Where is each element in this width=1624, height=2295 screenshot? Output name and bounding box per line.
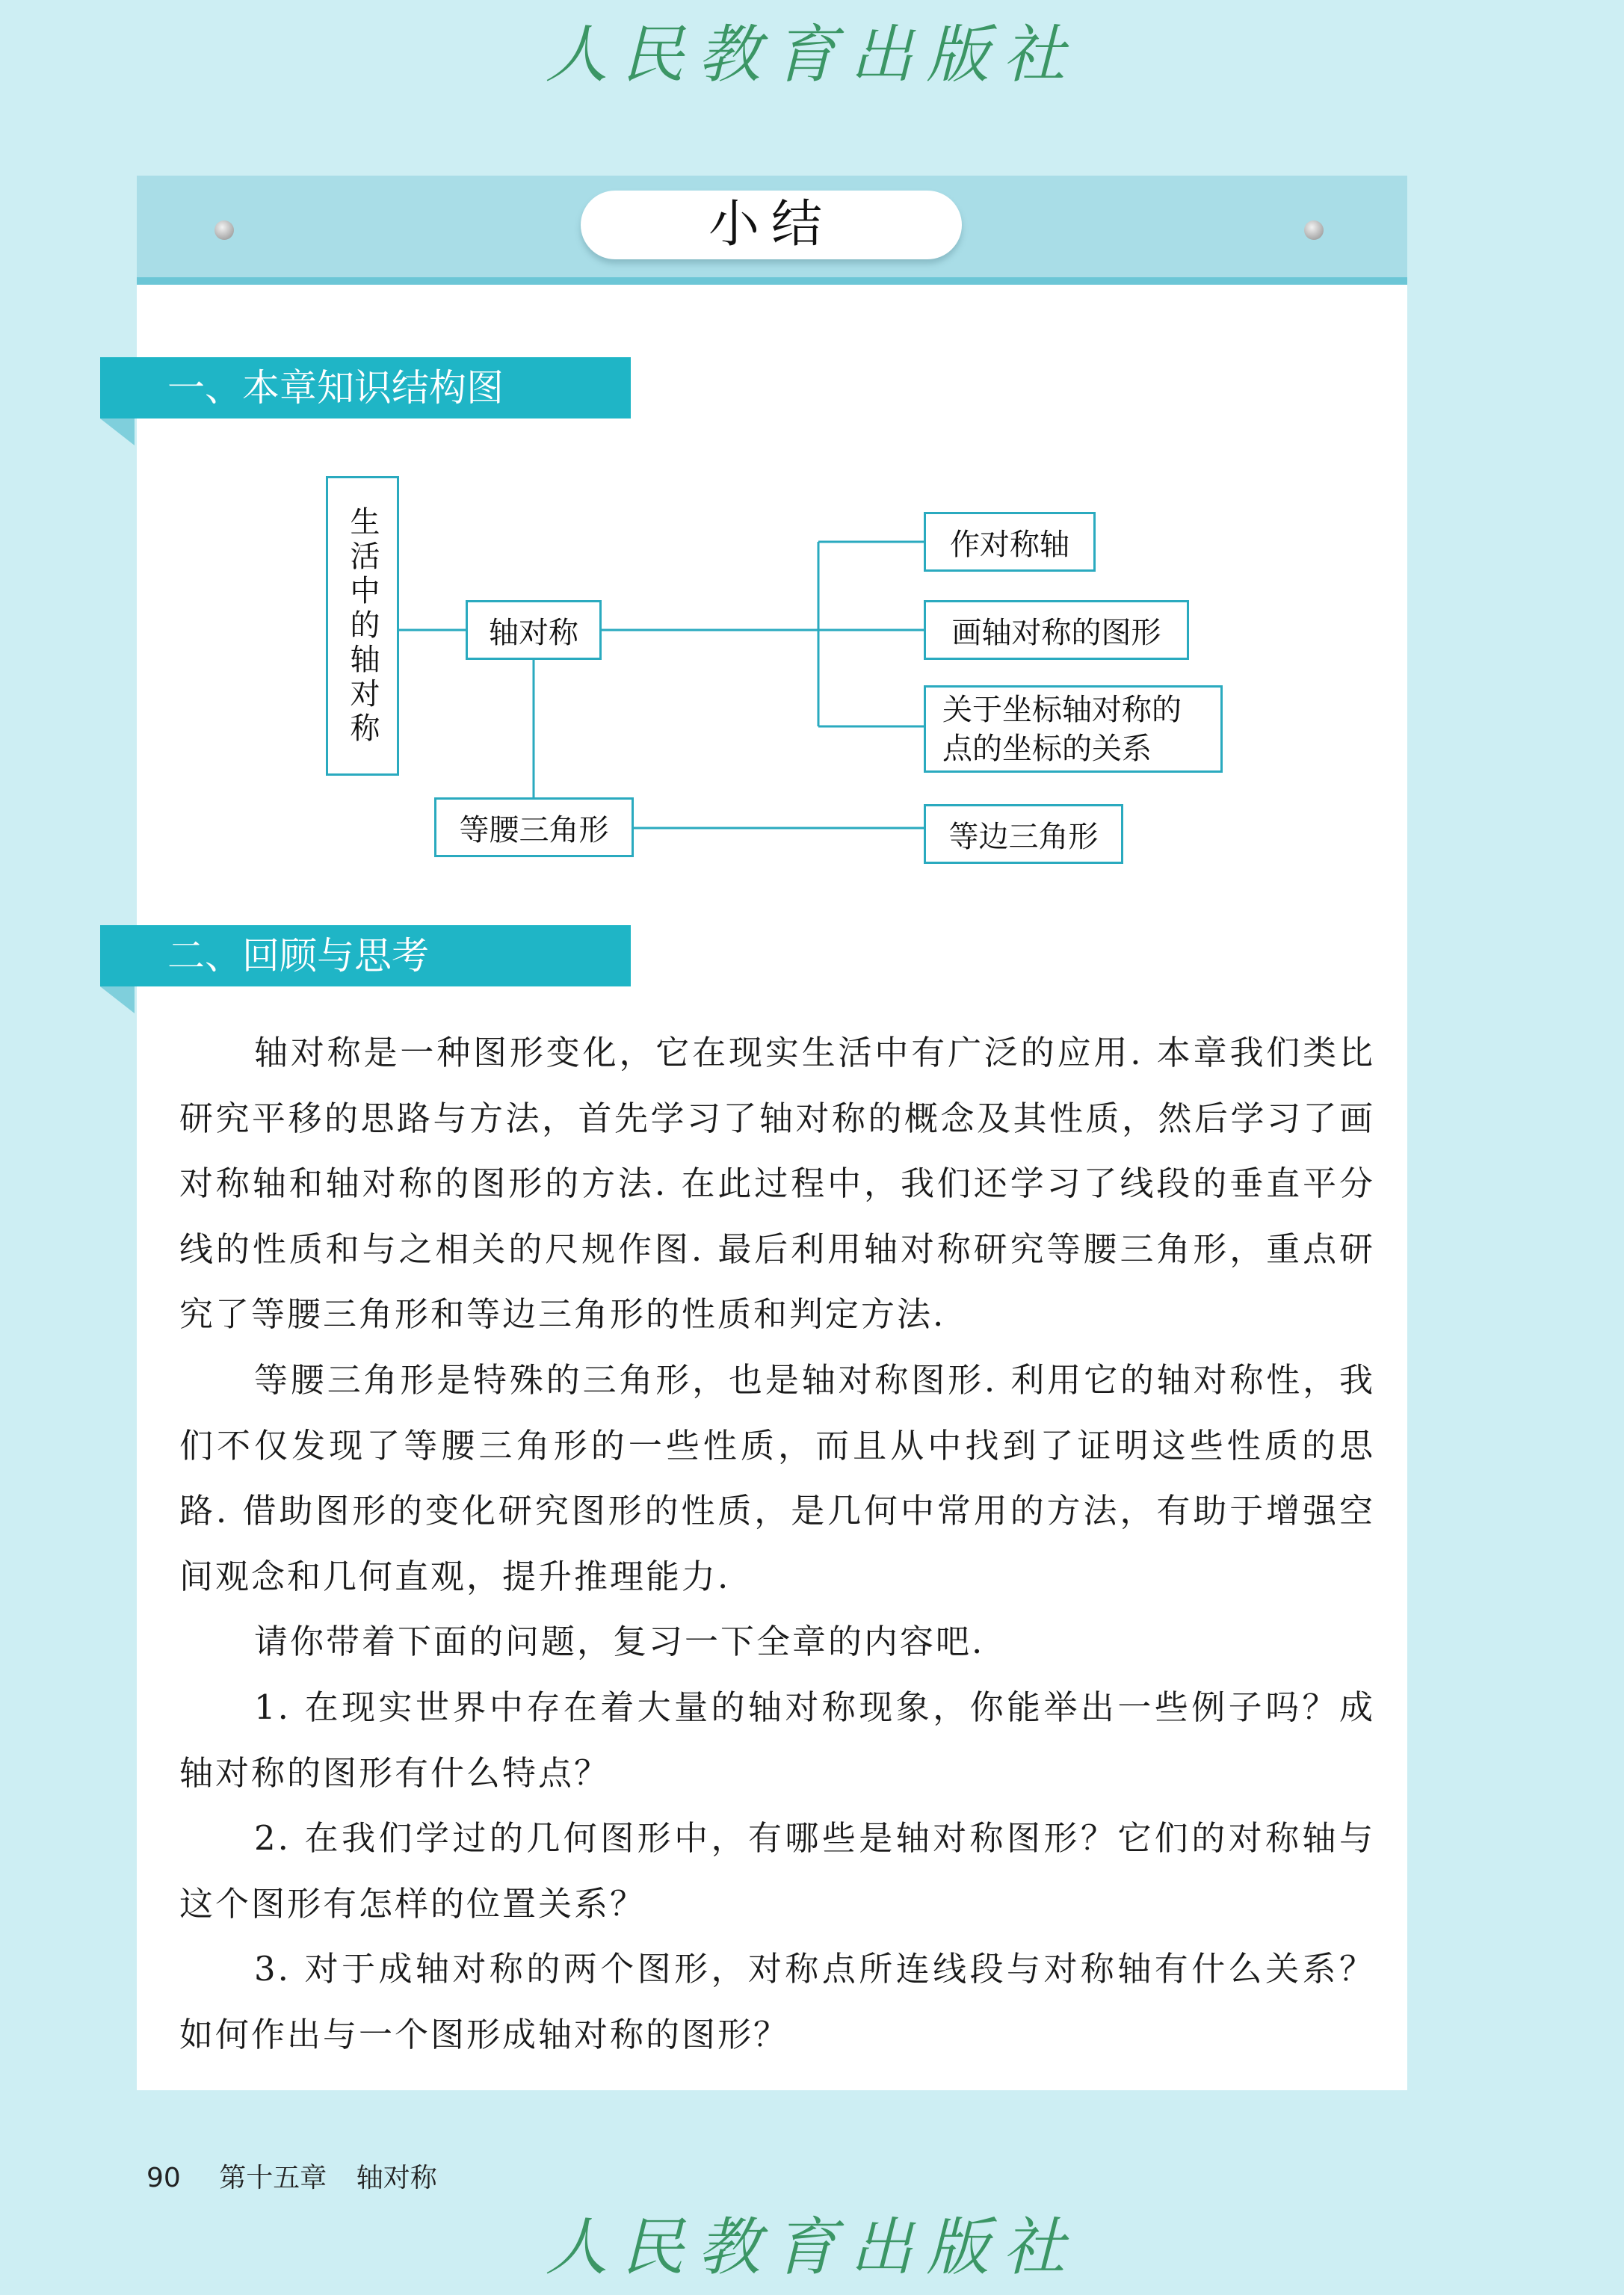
diagram-node-coordinate-relation: 关于坐标轴对称的 点的坐标的关系 xyxy=(924,685,1223,773)
question-item: 2. 在我们学过的几何图形中，有哪些是轴对称图形？它们的对称轴与这个图形有怎样的位置关系？ xyxy=(179,1818,1375,1924)
review-body xyxy=(179,1020,1375,2068)
chapter-name: 轴对称 xyxy=(356,2163,437,2193)
page-footer xyxy=(146,2157,437,2195)
section-heading-structure: 一、本章知识结构图 xyxy=(100,357,631,418)
card-header xyxy=(137,176,1407,285)
question-item: 3. 对于成轴对称的两个图形，对称点所连线段与对称轴有什么关系？如何作出与一个图形成轴对称的图形？ xyxy=(179,1949,1375,2054)
paragraph: 等腰三角形是特殊的三角形，也是轴对称图形. 利用它的轴对称性，我们不仅发现了等腰三角形的一些性质，而且从中找到了证明这些性质的思路. 借助图形的变化研究图形的性质，是几何中常用的方法，有助于增强空间观念和几何直观，提升推理能力. xyxy=(179,1359,1375,1596)
pin-icon xyxy=(1304,220,1324,240)
publisher-logo: 人民教育出版社 xyxy=(545,2211,1079,2284)
question-item: 1. 在现实世界中存在着大量的轴对称现象，你能举出一些例子吗？成轴对称的图形有什么特点？ xyxy=(179,1687,1375,1793)
diagram-node-isosceles: 等腰三角形 xyxy=(434,797,634,857)
paragraph: 轴对称是一种图形变化，它在现实生活中有广泛的应用. 本章我们类比研究平移的思路与方法，首先学习了轴对称的概念及其性质，然后学习了画对称轴和轴对称的图形的方法. 在此过程中，我们还学习了线段的垂直平分线的性质和与之相关的尺规作图. 最后利用轴对称研究等腰三角形，重点研究了等腰三角形和等边三角形的性质和判定方法. xyxy=(179,1033,1375,1335)
section-heading-review: 二、回顾与思考 xyxy=(100,925,631,986)
diagram-node-draw-figure: 画轴对称的图形 xyxy=(924,600,1189,660)
diagram-node-equilateral: 等边三角形 xyxy=(924,804,1123,864)
page-title: 小结 xyxy=(581,191,962,259)
diagram-node-axial-symmetry: 轴对称 xyxy=(466,600,602,660)
diagram-node-life-symmetry: 生活中的轴对称 xyxy=(326,476,399,776)
paragraph: 请你带着下面的问题，复习一下全章的内容吧. xyxy=(254,1622,985,1662)
page-number: 90 xyxy=(146,2163,181,2193)
diagram-node-draw-axis: 作对称轴 xyxy=(924,512,1096,572)
pin-icon xyxy=(214,220,234,240)
chapter-label: 第十五章 xyxy=(219,2163,327,2193)
publisher-logo: 人民教育出版社 xyxy=(545,18,1079,91)
